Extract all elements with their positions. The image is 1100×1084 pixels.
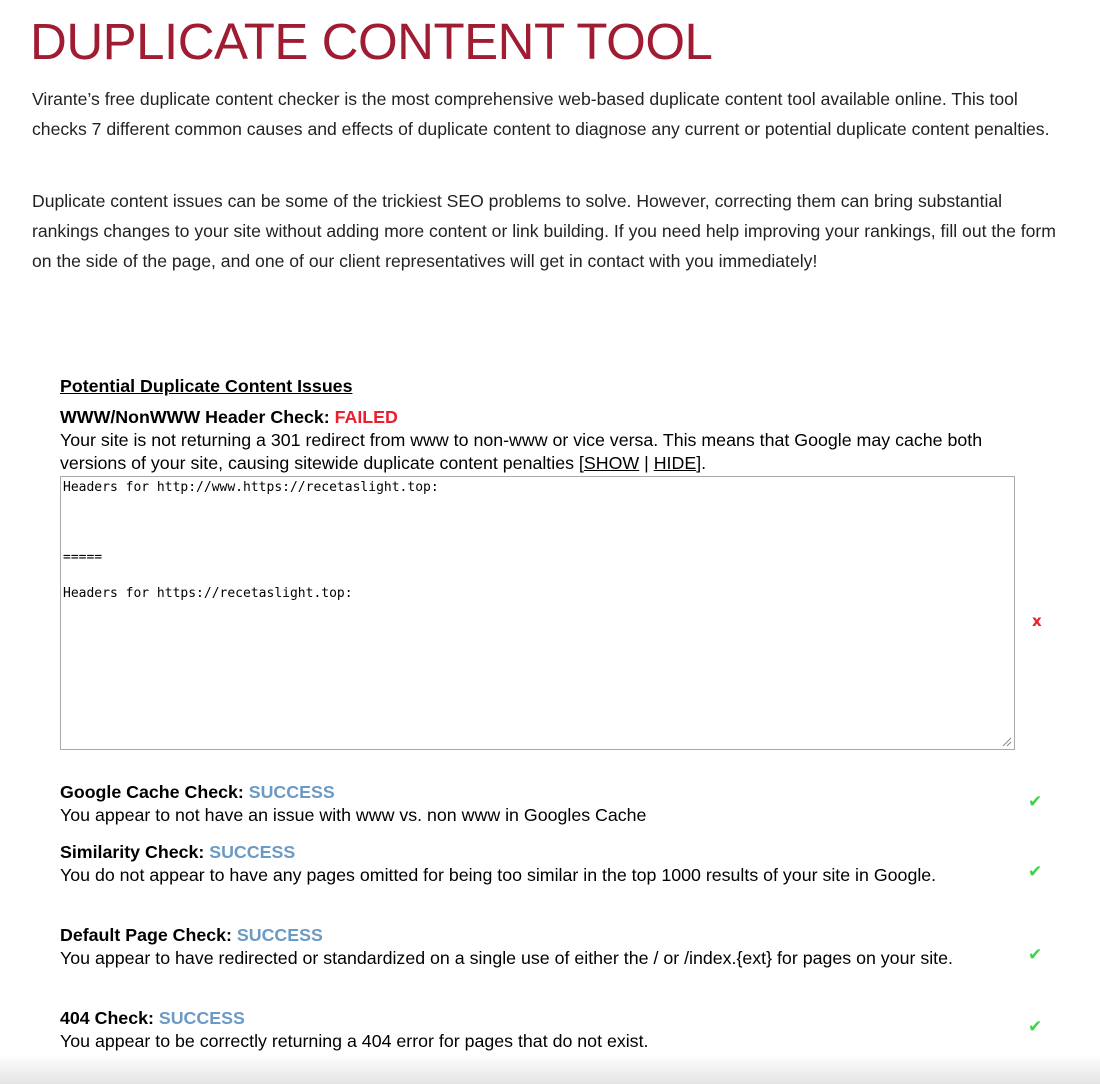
status-failed-badge: FAILED (334, 407, 398, 427)
check-google-cache (60, 781, 1060, 827)
headers-text: Headers for http://www.https://recetaslight.top: ===== Headers for https://recetaslight.top: (63, 480, 439, 601)
intro-paragraph-1: Virante’s free duplicate content checker is the most comprehensive web-based duplicate content tool available online. This tool checks 7 different common causes and effects of duplicate content to diagnose any current or potential duplicate content penalties. (32, 89, 1050, 139)
check-title (60, 924, 1060, 947)
check-title (60, 406, 1060, 429)
headers-textarea[interactable] (60, 476, 1015, 750)
check-title (60, 781, 1060, 804)
status-success-badge: SUCCESS (158, 1008, 245, 1028)
check-label: 404 Check: (60, 1008, 159, 1028)
checkmark-icon: ✔ (1028, 1017, 1043, 1037)
check-label: Default Page Check: (60, 925, 237, 945)
page-title: DUPLICATE CONTENT TOOL (30, 13, 713, 70)
check-404 (60, 1007, 1060, 1053)
check-description: You appear to be correctly returning a 404 error for pages that do not exist. (60, 1031, 649, 1051)
hide-link[interactable]: HIDE (653, 453, 697, 473)
status-success-badge: SUCCESS (236, 925, 323, 945)
cross-icon: x (1032, 612, 1042, 630)
check-www-nonwww (60, 406, 1060, 750)
check-description: You appear to not have an issue with www vs. non www in Googles Cache (60, 805, 647, 825)
checkmark-icon: ✔ (1028, 862, 1043, 882)
check-title (60, 1007, 1060, 1030)
intro-paragraph-2: Duplicate content issues can be some of the trickiest SEO problems to solve. However, correcting them can bring substantial rankings changes to your site without adding more content or link building. If you need help improving your rankings, fill out the form on the side of the page, and one of our client representatives will get in contact with you immediately! (32, 191, 1056, 271)
check-description-text: Your site is not returning a 301 redirect from www to non-www or vice versa. This means that Google may cache both versions of your site, causing sitewide duplicate content penalties (60, 430, 983, 473)
check-default-page (60, 924, 1060, 970)
status-success-badge: SUCCESS (209, 842, 296, 862)
show-open-bracket: [ (578, 453, 584, 473)
check-description: You appear to have redirected or standardized on a single use of either the / or /index.{ext} for pages on your site. (60, 948, 953, 968)
check-label: Similarity Check: (60, 842, 210, 862)
show-link[interactable]: SHOW (583, 453, 640, 473)
checkmark-icon: ✔ (1028, 792, 1043, 812)
issues-heading: Potential Duplicate Content Issues (60, 376, 353, 396)
check-title (60, 841, 1060, 864)
check-similarity (60, 841, 1060, 887)
check-description: You do not appear to have any pages omitted for being too similar in the top 1000 results of your site in Google. (60, 865, 937, 885)
issues-section (60, 374, 1060, 1051)
check-label: Google Cache Check: (60, 782, 249, 802)
check-description (60, 429, 1015, 475)
show-close-bracket: ]. (696, 453, 707, 473)
check-label: WWW/NonWWW Header Check: (60, 407, 335, 427)
link-separator: | (639, 453, 654, 473)
bottom-fade (0, 1054, 1100, 1084)
status-success-badge: SUCCESS (248, 782, 335, 802)
checkmark-icon: ✔ (1028, 945, 1043, 965)
resize-grip-icon[interactable] (1000, 735, 1012, 747)
